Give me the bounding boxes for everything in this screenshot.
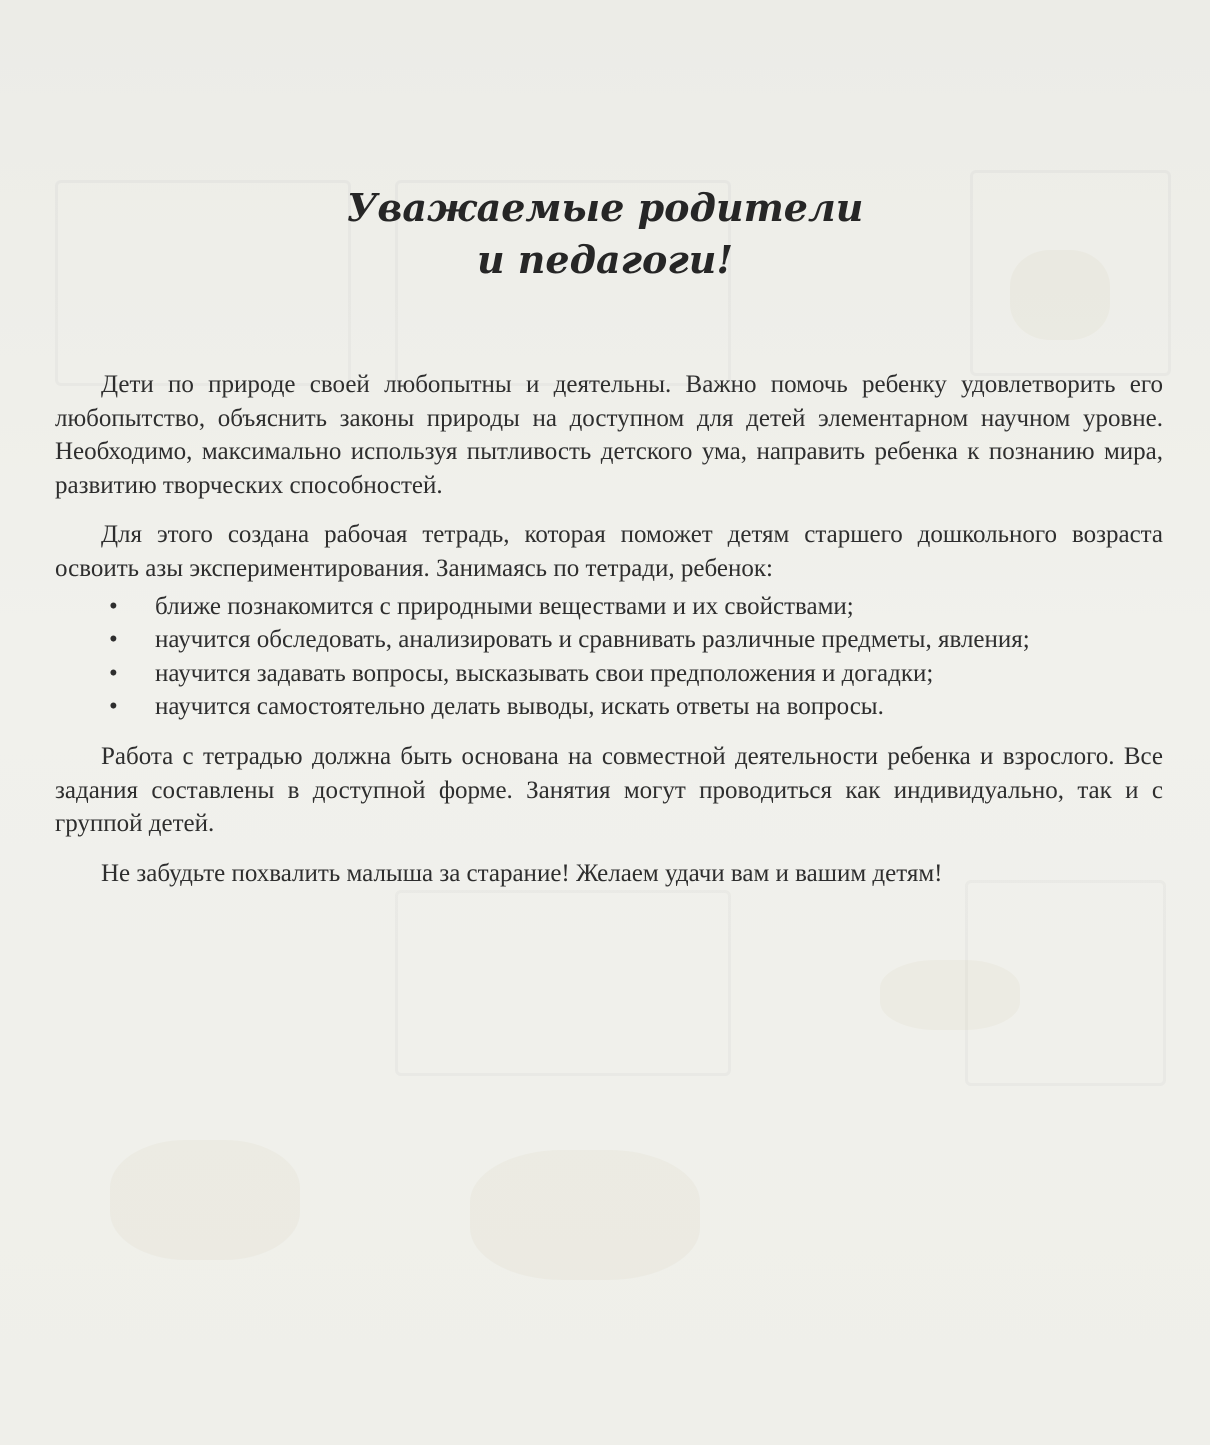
page-title-line-2: и педагоги! xyxy=(476,237,734,282)
skills-list xyxy=(55,590,1163,724)
list-item-text: ближе познакомится с природными веществами и их свойствами; xyxy=(155,592,854,620)
page-title xyxy=(0,182,1210,286)
list-item-text: научится самостоятельно делать выводы, искать ответы на вопросы. xyxy=(155,693,884,721)
page-title-line-1: Уважаемые родители xyxy=(346,185,864,230)
list-item-text: научится обследовать, анализировать и сравнивать различные предметы, явления; xyxy=(155,626,1030,654)
cooperation-paragraph: Работа с тетрадью должна быть основана на совместной деятельности ребенка и взрослого. Все задания составлены в доступной форме. Занятия могут проводиться как индивидуально, так и с группой детей. xyxy=(55,742,1163,838)
bullet-icon: • xyxy=(109,626,118,654)
bleed-through-shape xyxy=(470,1150,700,1280)
list-item xyxy=(55,657,1163,691)
bullet-icon: • xyxy=(109,693,118,721)
bleed-through-frame xyxy=(395,890,731,1076)
bleed-through-shape xyxy=(880,960,1020,1030)
bullet-icon: • xyxy=(109,659,118,687)
bullet-icon: • xyxy=(109,592,118,620)
list-item-text: научится задавать вопросы, высказывать свои предположения и догадки; xyxy=(155,659,934,687)
list-item xyxy=(55,623,1163,657)
workbook-paragraph: Для этого создана рабочая тетрадь, которая поможет детям старшего дошкольного возраста освоить азы экспериментирования. Занимаясь по тетради, ребенок: xyxy=(55,521,1163,582)
list-item xyxy=(55,590,1163,624)
closing-line: Не забудьте похвалить малыша за старание! Желаем удачи вам и вашим детям! xyxy=(101,859,943,887)
bleed-through-shape xyxy=(110,1140,300,1260)
body-text xyxy=(55,368,1163,890)
list-item xyxy=(55,690,1163,724)
intro-paragraph: Дети по природе своей любопытны и деятельны. Важно помочь ребенку удовлетворить его любопытство, объяснить законы природы на доступном для детей элементарном научном уровне. Необходимо, максимально используя пытливость детского ума, направить ребенка к познанию мира, развитию творческих способностей. xyxy=(55,371,1163,499)
